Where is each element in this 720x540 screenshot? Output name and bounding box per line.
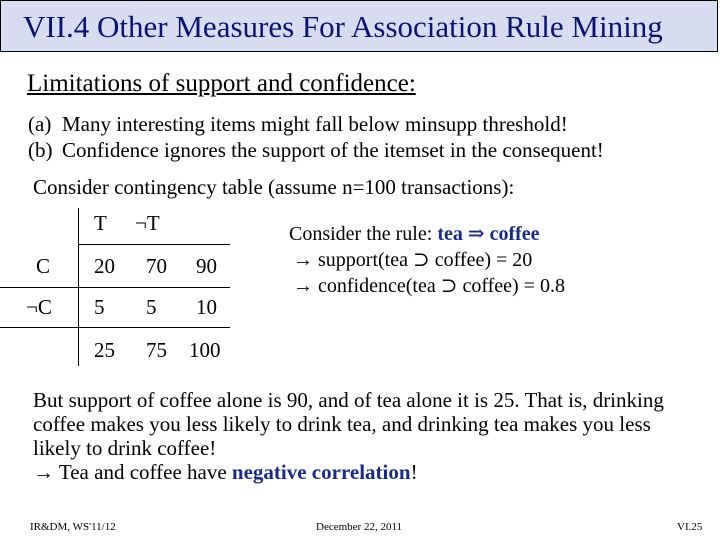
- footer-page: VI.25: [677, 521, 703, 533]
- limitation-b: [28, 138, 604, 163]
- table-middle-rule: [0, 287, 230, 288]
- col-header-t: T: [94, 211, 107, 235]
- table-bottom-rule: [0, 327, 230, 328]
- title-bar: [0, 0, 718, 52]
- rule-line: [289, 221, 540, 246]
- cell-not-c-not-t: 5: [146, 295, 157, 319]
- explanation-text: But support of coffee alone is 90, and of tea alone it is 25. That is, drinking coffee makes you less likely to drink tea, and drinking tea makes you less likely to drink coffee!: [33, 388, 664, 460]
- conclusion-suffix: !: [410, 460, 418, 484]
- rule-text: tea ⇒ coffee: [437, 223, 540, 245]
- cell-total-t: 25: [94, 338, 115, 362]
- col-header-not-t: ¬T: [135, 211, 160, 235]
- cell-not-c-total: 10: [196, 295, 217, 319]
- limitation-a-label: (a): [28, 112, 52, 136]
- footer-date: December 22, 2011: [316, 521, 403, 533]
- conclusion-emphasis: negative correlation: [231, 460, 411, 484]
- cell-c-not-t: 70: [146, 254, 167, 278]
- row-label-c: C: [36, 254, 51, 278]
- conclusion-line: [33, 460, 713, 484]
- explanation-paragraph: [33, 388, 713, 484]
- limitation-a: [28, 112, 568, 137]
- row-label-not-c: ¬C: [26, 295, 52, 319]
- contingency-intro: Consider contingency table (assume n=100 transactions):: [33, 175, 515, 199]
- footer-course: IR&DM, WS'11/12: [30, 521, 116, 533]
- slide-title: VII.4 Other Measures For Association Rule Mining: [23, 9, 663, 44]
- table-top-rule: [78, 244, 230, 245]
- cell-c-total: 90: [196, 254, 217, 278]
- rule-support: → support(tea ⊃ coffee) = 20: [293, 249, 533, 271]
- cell-grand-total: 100: [189, 338, 221, 362]
- limitation-b-label: (b): [28, 138, 53, 162]
- cell-not-c-t: 5: [94, 295, 105, 319]
- limitation-a-text: Many interesting items might fall below minsupp threshold!: [62, 112, 568, 136]
- cell-total-not-t: 75: [146, 338, 167, 362]
- cell-c-t: 20: [94, 254, 115, 278]
- rule-confidence: → confidence(tea ⊃ coffee) = 0.8: [293, 275, 565, 297]
- limitations-heading: Limitations of support and confidence:: [27, 70, 416, 97]
- limitation-b-text: Confidence ignores the support of the itemset in the consequent!: [62, 138, 604, 162]
- rule-intro: Consider the rule:: [289, 223, 433, 245]
- conclusion-prefix: → Tea and coffee have: [33, 460, 232, 484]
